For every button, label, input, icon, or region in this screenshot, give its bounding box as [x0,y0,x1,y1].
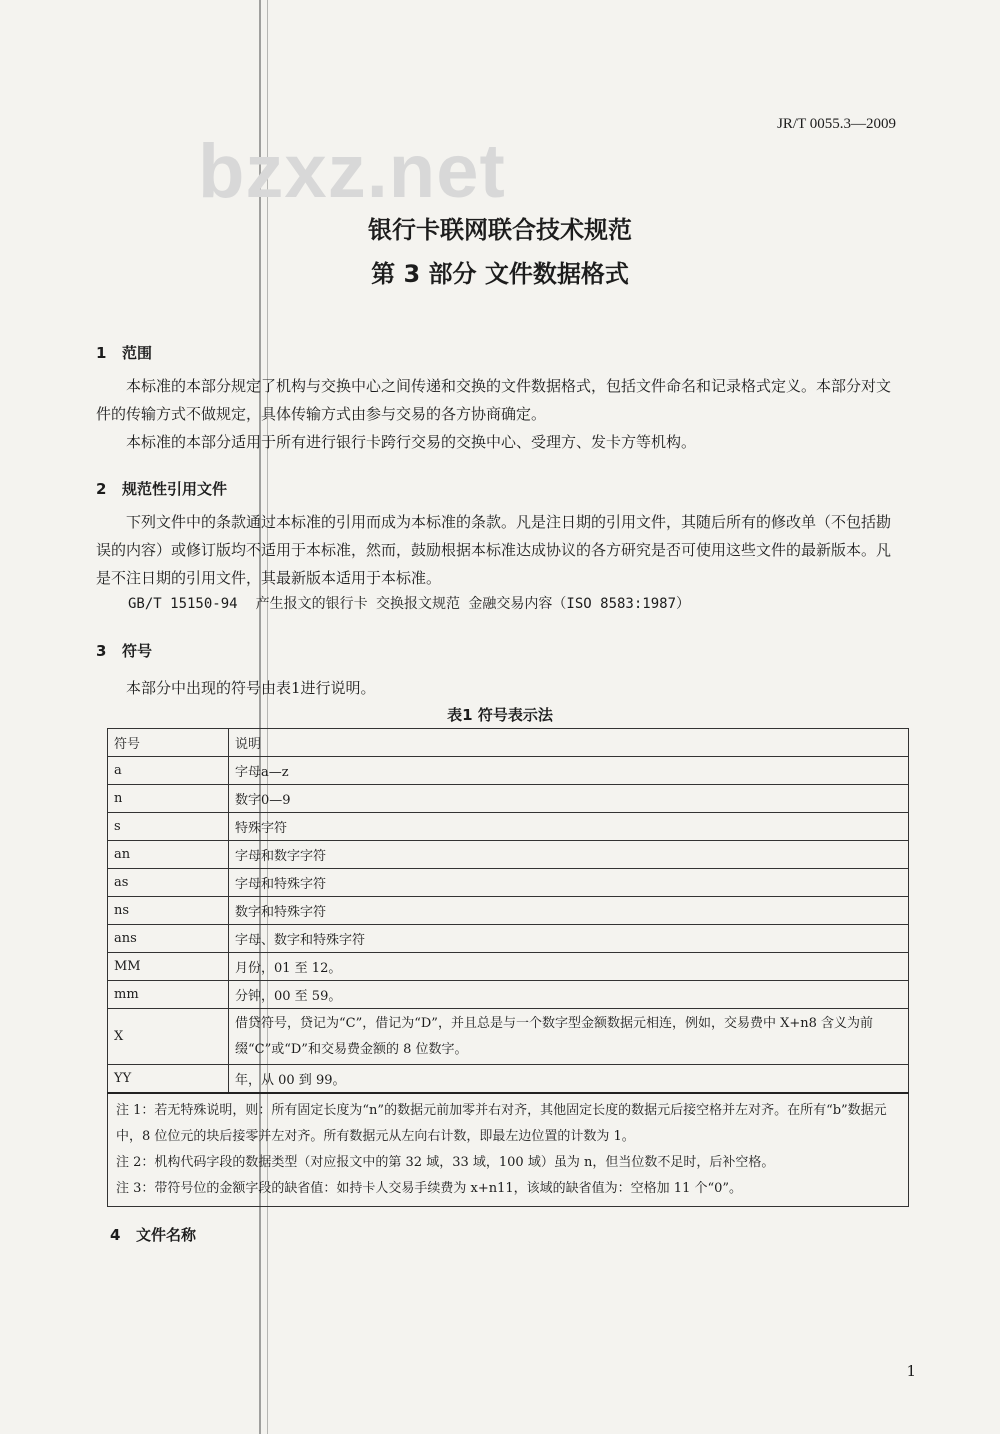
document-title: 银行卡联网联合技术规范 [368,216,632,244]
section-title: 范围 [122,344,153,362]
symbol-cell: a [108,757,229,785]
paragraph-symbols-intro: 本部分中出现的符号由表1进行说明。 [126,679,376,697]
table-row [108,785,909,813]
description-cell: 字母a—z [229,757,909,785]
table-row [108,953,909,981]
reference-name: 产生报文的银行卡 交换报文规范 金融交易内容（ISO 8583:1987） [255,596,691,612]
watermark: bzxz.net [198,129,506,214]
table-header-row [108,729,909,757]
symbol-cell: mm [108,981,229,1009]
table-caption: 表1 符号表示法 [447,706,553,724]
description-cell: 月份，01 至 12。 [229,953,909,981]
table-header-cell: 符号 [108,729,229,757]
section-number: 4 [110,1226,121,1244]
description-cell: 特殊字符 [229,813,909,841]
description-cell: 数字0—9 [229,785,909,813]
table-header-cell: 说明 [229,729,909,757]
table-note: 注 3：带符号位的金额字段的缺省值：如持卡人交易手续费为 x+n11，该域的缺省值为：空格加 11 个“0”。 [116,1180,743,1196]
symbol-cell: as [108,869,229,897]
table-row [108,841,909,869]
table-row [108,1009,909,1065]
table-row [108,925,909,953]
section-heading-scope [96,342,152,363]
document-subtitle: 第 3 部分 文件数据格式 [371,260,629,288]
table-note: 注 1：若无特殊说明，则：所有固定长度为“n”的数据元前加零并右对齐，其他固定长度的数据元后接空格并左对齐。在所有“b”数据元中，8 位位元的块后接零并左对齐。所有数据元从左向右计数，即最左边位置的计数为 1。 [116,1102,887,1144]
symbol-cell: X [108,1009,229,1065]
description-cell: 字母、数字和特殊字符 [229,925,909,953]
table-row [108,1065,909,1093]
paragraph-scope-1: 本标准的本部分规定了机构与交换中心之间传递和交换的文件数据格式，包括文件命名和记录格式定义。本部分对文件的传输方式不做规定，具体传输方式由参与交易的各方协商确定。 [96,377,892,423]
description-cell: 数字和特殊字符 [229,897,909,925]
symbol-table [107,728,909,1207]
description-cell: 年，从 00 到 99。 [229,1065,909,1093]
table-notes-row [108,1093,909,1207]
section-heading-references [96,478,227,499]
table-row [108,869,909,897]
table-row [108,897,909,925]
section-number: 3 [96,642,107,660]
section-heading-file-name [110,1224,196,1245]
symbol-cell: YY [108,1065,229,1093]
symbol-cell: s [108,813,229,841]
symbol-cell: ans [108,925,229,953]
table-row [108,981,909,1009]
section-number: 1 [96,344,107,362]
symbol-cell: an [108,841,229,869]
table-notes [108,1093,909,1207]
reference-code: GB/T 15150-94 [128,596,238,612]
table-row [108,813,909,841]
table-note: 注 2：机构代码字段的数据类型（对应报文中的第 32 域，33 域，100 域）虽为 n，但当位数不足时，后补空格。 [116,1154,775,1170]
description-cell: 字母和特殊字符 [229,869,909,897]
symbol-cell: n [108,785,229,813]
description-cell: 字母和数字字符 [229,841,909,869]
section-title: 符号 [122,642,153,660]
description-cell: 借贷符号，贷记为“C”，借记为“D”，并且总是与一个数字型金额数据元相连，例如，交易费中 X+n8 含义为前缀“C”或“D”和交易费金额的 8 位数字。 [229,1009,909,1065]
table-row [108,757,909,785]
reference-entry [128,593,708,613]
document-number: JR/T 0055.3—2009 [777,116,896,132]
paragraph-references: 下列文件中的条款通过本标准的引用而成为本标准的条款。凡是注日期的引用文件，其随后所有的修改单（不包括勘误的内容）或修订版均不适用于本标准，然而，鼓励根据本标准达成协议的各方研究是否可使用这些文件的最新版本。凡是不注日期的引用文件，其最新版本适用于本标准。 [96,513,892,587]
section-number: 2 [96,480,107,498]
symbol-cell: MM [108,953,229,981]
section-heading-symbols [96,640,152,661]
page-number: 1 [906,1362,916,1380]
section-title: 文件名称 [136,1226,197,1244]
section-title: 规范性引用文件 [122,480,228,498]
paragraph-scope-2: 本标准的本部分适用于所有进行银行卡跨行交易的交换中心、受理方、发卡方等机构。 [126,433,697,451]
description-cell: 分钟，00 至 59。 [229,981,909,1009]
symbol-cell: ns [108,897,229,925]
